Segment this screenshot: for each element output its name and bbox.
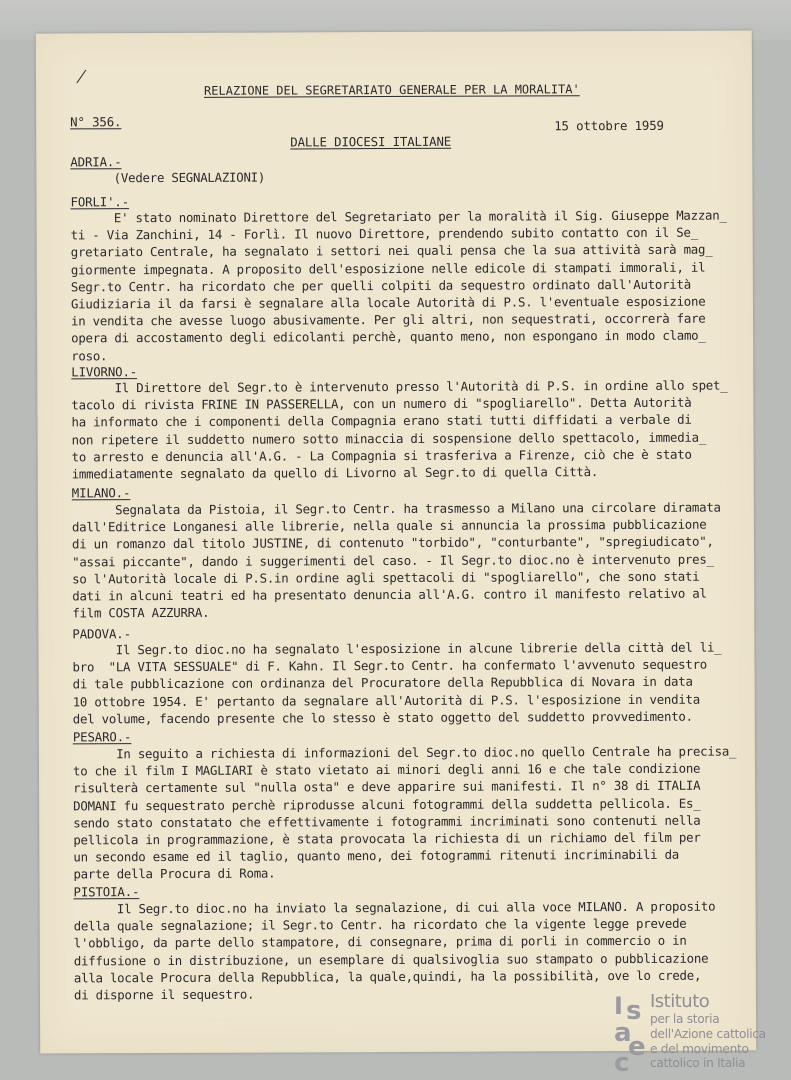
- document-date: 15 ottobre 1959: [554, 117, 664, 134]
- text-line: parte della Procura di Roma.: [73, 865, 276, 882]
- logo-line: e del movimento: [650, 1041, 749, 1056]
- logo-letter: I: [614, 992, 623, 1020]
- logo-letter: a: [614, 1018, 632, 1048]
- section-heading-pesaro: PESARO.-: [72, 729, 132, 745]
- section-body-milano: [72, 499, 723, 622]
- section-body-livorno: [71, 377, 728, 483]
- text-line: so l'Autorità locale di P.S.in ordine agli spettacoli di "spogliarello", che sono stati: [72, 568, 700, 587]
- text-line: non ripetere il suddetto numero sotto minaccia di sospensione dello spettacolo, immedia_: [71, 429, 707, 448]
- logo-mark-icon: [612, 992, 648, 1080]
- logo-letter: s: [626, 996, 642, 1026]
- section-heading-milano: MILANO.-: [71, 485, 131, 501]
- text-line: tacolo di rivista FRINE IN PASSERELLA, con un numero di "spogliarello". Detta Autorità: [71, 394, 692, 413]
- text-line: ha informato che i componenti della Compagnia erano stati tutti diffidati a verbale di: [71, 412, 692, 430]
- text-line: Segnalata da Pistoia, il Segr.to Centr. ha trasmesso a Milano una circolare diramata: [71, 499, 721, 518]
- text-line: DOMANI fu sequestrato perchè riprodusse alcuni fotogrammi della suddetta pellicola. Es_: [73, 795, 701, 814]
- text-line: to che il film I MAGLIARI è stato vietato ai minori degli anni 16 e che tale condizione: [72, 760, 701, 779]
- text-line: ti - Via Zanchini, 14 - Forlì. Il nuovo Direttore, prendendo subito contatto con il Se_: [70, 224, 698, 243]
- text-line: di tale pubblicazione con ordinanza del Procuratore della Repubblica di Novara in data: [72, 674, 693, 692]
- text-line: sendo stato constatato che effettivamente i fotogrammi incriminati sono contenuti nella: [73, 812, 701, 831]
- document-number: N° 356.: [70, 114, 122, 130]
- logo-line: Istituto: [650, 991, 710, 1012]
- text-line: di un romanzo dal titolo JUSTINE, di contenuto "torbido", "conturbante", "spregiudicato",: [71, 534, 714, 552]
- section-body-pistoia: [74, 898, 724, 1004]
- text-line: Giudiziaria il da farsi è segnalare alla locale Autorità di P.S. l'eventuale esposizione: [70, 293, 706, 312]
- text-line: roso.: [71, 347, 108, 364]
- text-line: dall'Editrice Longanesi alle librerie, nella quale si annuncia la prossima pubblicazione: [71, 516, 707, 535]
- text-line: Il Direttore del Segr.to è intervenuto presso l'Autorità di P.S. in ordine allo spet_: [71, 377, 728, 396]
- logo-line: cattolico in Italia: [650, 1056, 746, 1071]
- section-body-forli: [70, 207, 727, 365]
- logo-line: per la storia: [650, 1012, 720, 1026]
- logo-text: [650, 992, 766, 1071]
- text-line: alla locale Procura della Repubblica, la quale,quindi, ha la possibilità, ove lo crede,: [73, 967, 702, 986]
- text-line: un secondo esame ed il taglio, quanto meno, dei fotogrammi ritenuti incriminabili da: [73, 846, 680, 865]
- text-line: diffusione o in distribuzione, un esemplare di qualsivoglia suo stampato o pubblicazione: [73, 950, 709, 969]
- text-line: "assai piccante", dando i suggerimenti del caso. - Il Segr.to dioc.no è intervenuto pres_: [72, 551, 714, 570]
- text-line: opera di accostamento degli edicolanti perchè, quanto meno, non espongano in modo clamo_: [71, 328, 706, 346]
- text-line: dati in alcuni teatri ed ha presentato denuncia all'A.G. contro il manifesto relativo al: [72, 585, 707, 604]
- text-line: immediatamente segnalato da quello di Livorno al Segr.to di quella Città.: [71, 464, 599, 482]
- text-line: risulterà certamente sul "nulla osta" e deve apparire sui manifesti. Il n° 38 di ITALIA: [73, 778, 701, 796]
- document-subtitle: DALLE DIOCESI ITALIANE: [290, 133, 452, 150]
- document-page: [36, 30, 756, 1053]
- text-line: E' stato nominato Direttore del Segretariato per la moralità il Sig. Giuseppe Mazzan_: [70, 207, 727, 226]
- text-line: gretariato Centrale, ha segnalato i settori nei quali pensa che la sua attività sarà mag_: [70, 242, 713, 260]
- section-heading-padova: PADOVA.-: [72, 626, 131, 642]
- text-line: (Vedere SEGNALAZIONI): [70, 169, 266, 186]
- pen-mark: [76, 70, 94, 89]
- text-line: in vendita che avesse luogo abusivamente. Per gli altri, non sequestrati, occorrerà fare: [71, 310, 706, 329]
- section-heading-adria: ADRIA.-: [70, 154, 122, 170]
- section-body-padova: [72, 639, 722, 728]
- text-line: Segr.to Centr. ha ricordato che per quelli colpiti da sequestro ordinato dall'Autorità: [70, 276, 691, 295]
- text-line: pellicola in programmazione, è stata provocata la richiesta di un richiamo del film per: [73, 829, 701, 848]
- text-line: della quale segnalazione; il Segr.to Centr. ha ricordato che la vigente legge prevede: [73, 915, 687, 934]
- text-line: film COSTA AZZURRA.: [72, 605, 210, 621]
- document-title: RELAZIONE DEL SEGRETARIATO GENERALE PER LA MORALITA': [203, 82, 580, 98]
- section-heading-forli: FORLI'.-: [70, 194, 130, 210]
- logo-letter: c: [614, 1048, 630, 1078]
- logo-letter: e: [628, 1032, 646, 1062]
- text-line: Il Segr.to dioc.no ha segnalato l'esposizione in alcune librerie della città del li_: [72, 639, 722, 658]
- text-line: to arresto e denuncia all'A.G. - La Compagnia si trasferiva a Firenze, ciò che è stato: [71, 446, 692, 465]
- text-line: del volume, facendo presente che lo stesso è stato oggetto del suddetto provvedimento.: [72, 708, 693, 727]
- text-line: di disporne il sequestro.: [73, 986, 255, 1003]
- text-line: Il Segr.to dioc.no ha inviato la segnalazione, di cui alla voce MILANO. A proposito: [73, 898, 716, 917]
- text-line: 10 ottobre 1954. E' pertanto da segnalare all'Autorità di P.S. l'esposizione in vendita: [72, 691, 700, 710]
- text-line: In seguito a richiesta di informazioni del Segr.to dioc.no quello Centrale ha precisa_: [72, 743, 737, 762]
- text-line: bro "LA VITA SESSUALE" di F. Kahn. Il Segr.to Centr. ha confermato l'avvenuto sequestro: [72, 656, 708, 675]
- section-heading-pistoia: PISTOIA.-: [73, 884, 140, 900]
- section-heading-livorno: LIVORNO.-: [71, 364, 138, 380]
- text-line: l'obbligo, da parte dello stampatore, di consegnare, prima di porli in commercio o in: [73, 933, 687, 951]
- section-body-adria: [70, 167, 720, 187]
- institute-logo: [612, 992, 787, 1080]
- logo-line: dell'Azione cattolica: [650, 1026, 766, 1041]
- section-body-pesaro: [72, 743, 737, 883]
- text-line: giormente impegnata. A proposito dell'esposizione nelle edicole di stampati immorali, il: [70, 259, 706, 278]
